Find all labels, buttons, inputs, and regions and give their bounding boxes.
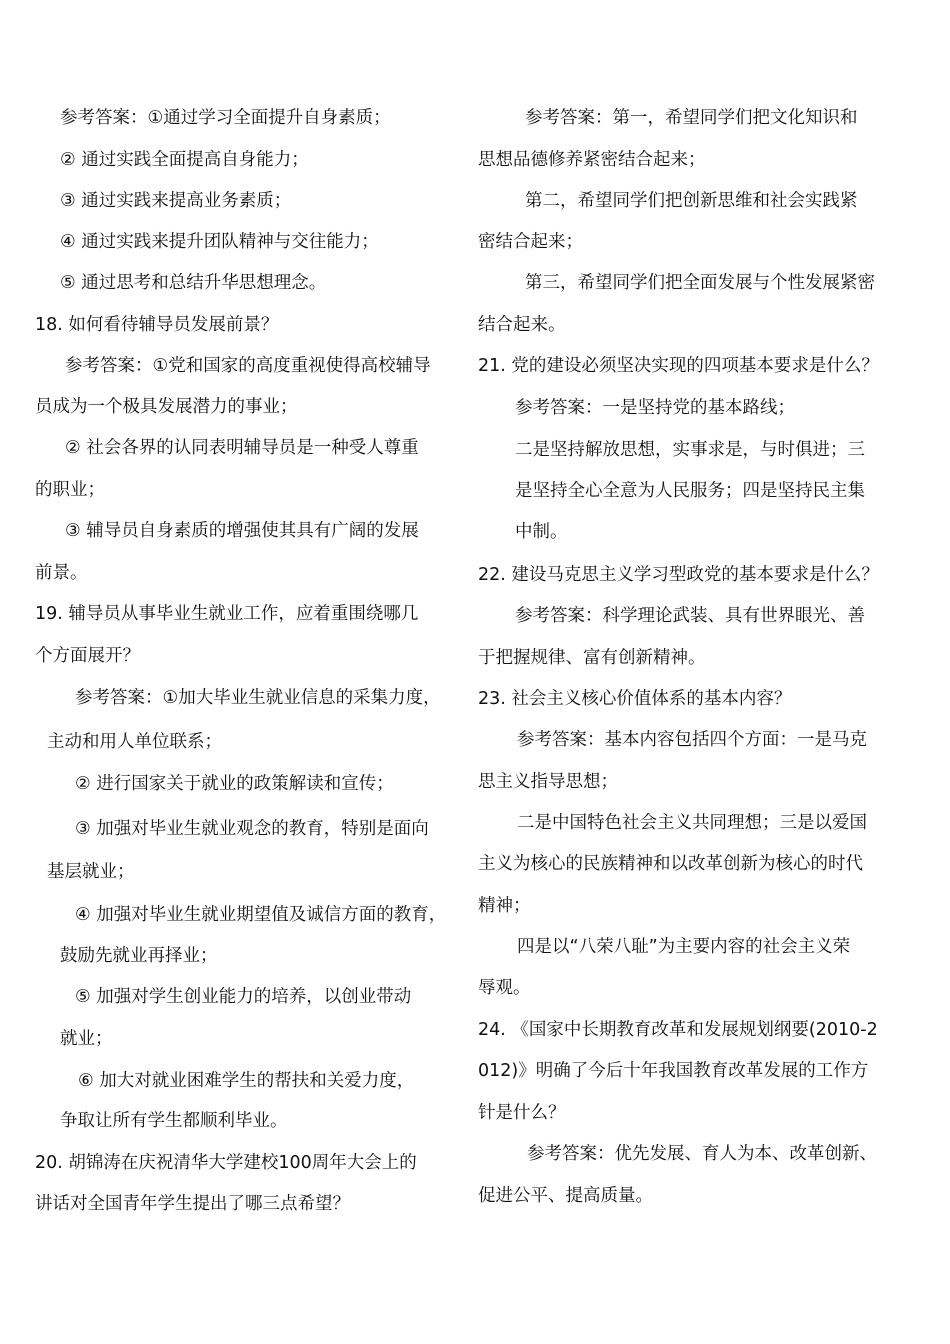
question-heading: 18. 如何看待辅导员发展前景？ [35, 315, 279, 335]
text-line: 结合起来。 [478, 315, 566, 335]
text-line: 参考答案：①加大毕业生就业信息的采集力度， [75, 688, 441, 708]
text-line: 四是以“八荣八耻”为主要内容的社会主义荣 [517, 937, 851, 957]
text-line: ④ 加强对毕业生就业期望值及诚信方面的教育， [75, 905, 447, 925]
text-line: 员成为一个极具发展潜力的事业； [35, 397, 298, 417]
text-line: 二是坚持解放思想，实事求是，与时俱进；三 [515, 440, 865, 460]
text-line: 参考答案：①党和国家的高度重视使得高校辅导 [65, 356, 431, 376]
text-line: ⑤ 通过思考和总结升华思想理念。 [60, 273, 327, 293]
text-line: 参考答案：基本内容包括四个方面：一是马克 [517, 730, 867, 750]
text-line: 第三，希望同学们把全面发展与个性发展紧密 [525, 273, 875, 293]
text-line: 前景。 [35, 563, 88, 583]
text-line: 精神； [478, 896, 531, 916]
right-column [475, 0, 950, 1344]
text-line: ③ 加强对毕业生就业观念的教育，特别是面向 [75, 819, 429, 839]
text-line: 争取让所有学生都顺利毕业。 [60, 1111, 288, 1131]
text-line: 基层就业； [47, 862, 135, 882]
text-line: 密结合起来； [478, 232, 583, 252]
text-line: ⑤ 加强对学生创业能力的培养，以创业带动 [75, 987, 412, 1007]
text-line: 是坚持全心全意为人民服务；四是坚持民主集 [515, 481, 865, 501]
text-line: ② 进行国家关于就业的政策解读和宣传； [75, 774, 394, 794]
text-line: 主动和用人单位联系； [47, 732, 222, 752]
text-line: 的职业； [35, 480, 105, 500]
text-line: 主义为核心的民族精神和以改革创新为核心的时代 [478, 854, 863, 874]
text-line: 思想品德修养紧密结合起来； [478, 150, 706, 170]
text-line: 二是中国特色社会主义共同理想；三是以爱国 [517, 813, 867, 833]
question-heading: 22. 建设马克思主义学习型政党的基本要求是什么？ [478, 565, 879, 585]
question-heading: 23. 社会主义核心价值体系的基本内容？ [478, 689, 792, 709]
text-line: 第二，希望同学们把创新思维和社会实践紧 [525, 191, 858, 211]
question-heading: 个方面展开？ [35, 646, 140, 666]
question-heading: 20. 胡锦涛在庆祝清华大学建校100周年大会上的 [35, 1153, 417, 1173]
text-line: 参考答案：优先发展、育人为本、改革创新、 [527, 1144, 877, 1164]
text-line: 参考答案：一是坚持党的基本路线； [515, 398, 795, 418]
question-heading: 012)》明确了今后十年我国教育改革发展的工作方 [478, 1061, 869, 1081]
text-line: 思主义指导思想； [478, 772, 618, 792]
text-line: 参考答案：①通过学习全面提升自身素质； [60, 108, 391, 128]
text-line: 参考答案：第一，希望同学们把文化知识和 [525, 108, 858, 128]
text-line: 中制。 [515, 522, 568, 542]
text-line: ③ 通过实践来提高业务素质； [60, 191, 292, 211]
question-heading: 19. 辅导员从事毕业生就业工作，应着重围绕哪几 [35, 604, 419, 624]
text-line: 鼓励先就业再择业； [60, 946, 218, 966]
text-line: ③ 辅导员自身素质的增强使其具有广阔的发展 [65, 521, 419, 541]
question-heading: 21. 党的建设必须坚决实现的四项基本要求是什么？ [478, 356, 879, 376]
text-line: 参考答案：科学理论武装、具有世界眼光、善 [515, 606, 865, 626]
text-line: 促进公平、提高质量。 [478, 1186, 653, 1206]
text-line: ② 社会各界的认同表明辅导员是一种受人尊重 [65, 438, 419, 458]
question-heading: 24. 《国家中长期教育改革和发展规划纲要(2010-2 [478, 1020, 878, 1040]
text-line: 就业； [60, 1029, 113, 1049]
text-line: ⑥ 加大对就业困难学生的帮扶和关爱力度， [78, 1071, 415, 1091]
question-heading: 针是什么？ [478, 1103, 566, 1123]
question-heading: 讲话对全国青年学生提出了哪三点希望？ [35, 1194, 350, 1214]
text-line: ② 通过实践全面提高自身能力； [60, 150, 309, 170]
text-line: ④ 通过实践来提升团队精神与交往能力； [60, 232, 379, 252]
text-line: 辱观。 [478, 978, 531, 998]
text-line: 于把握规律、富有创新精神。 [478, 648, 706, 668]
